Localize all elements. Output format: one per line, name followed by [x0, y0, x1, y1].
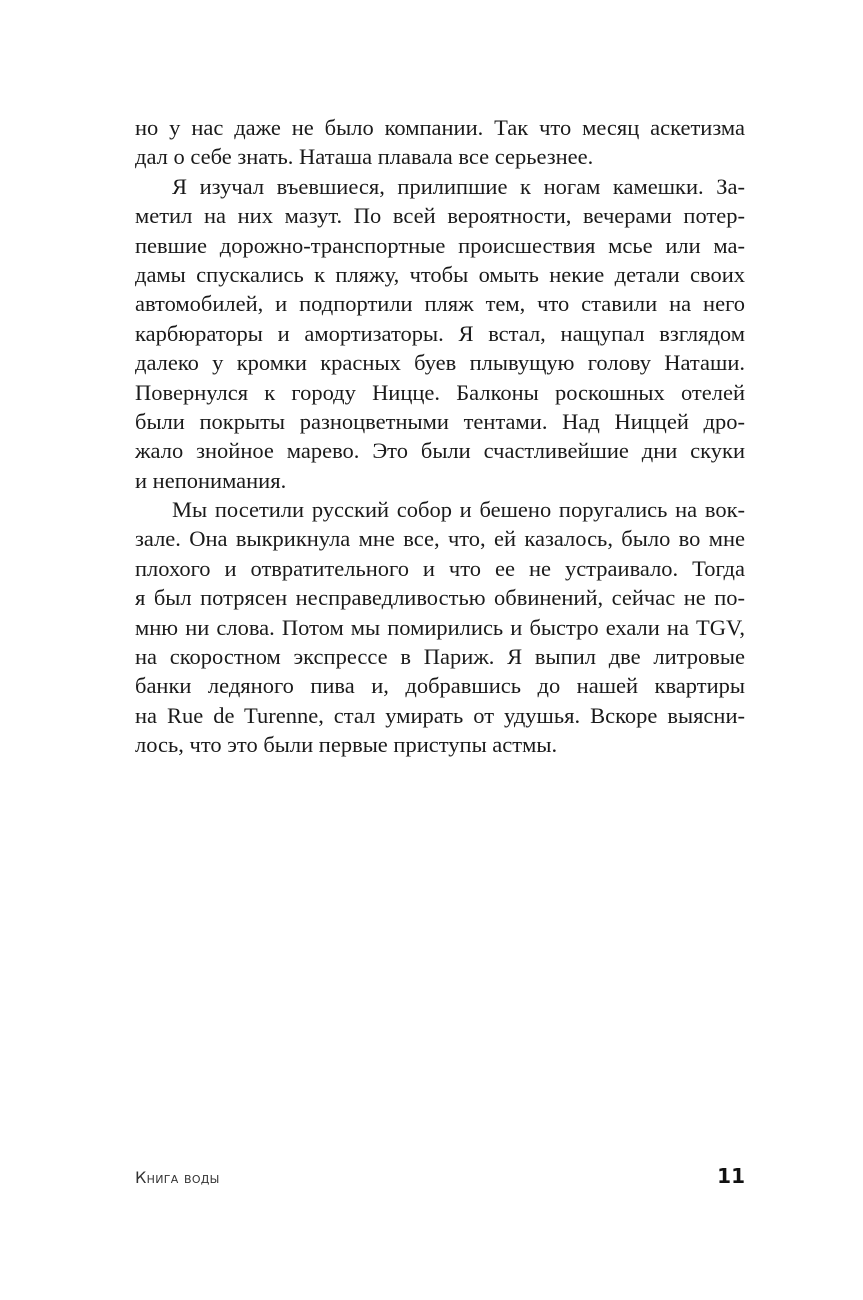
- text-line: Мы посетили русский собор и бешено поругались на вок-: [172, 497, 745, 523]
- text-line: плохого и отвратительного и что ее не устраивало. Тогда: [135, 555, 745, 581]
- running-footer-title: Книга воды: [135, 1168, 220, 1187]
- text-line: мню ни слова. Потом мы помирились и быстро ехали на TGV,: [135, 614, 745, 640]
- text-line: карбюраторы и амортизаторы. Я встал, нащупал взглядом: [135, 320, 745, 346]
- text-line: банки ледяного пива и, добравшись до нашей квартиры: [135, 673, 745, 699]
- text-line: Повернулся к городу Ницце. Балконы роскошных отелей: [135, 379, 745, 405]
- text-line: жало знойное марево. Это были счастливейшие дни скуки: [135, 438, 745, 464]
- text-line: на скоростном экспрессе в Париж. Я выпил две литровые: [135, 644, 745, 670]
- text-line: дамы спускались к пляжу, чтобы омыть некие детали своих: [135, 261, 745, 287]
- text-line: я был потрясен несправедливостью обвинений, сейчас не по-: [135, 585, 745, 611]
- text-line: были покрыты разноцветными тентами. Над Ниццей дро-: [135, 408, 745, 434]
- page-number: 11: [717, 1164, 745, 1188]
- text-line: и непонимания.: [135, 467, 287, 493]
- text-line: дал о себе знать. Наташа плавала все серьезнее.: [135, 144, 594, 170]
- text-line: Я изучал въевшиеся, прилипшие к ногам камешки. За-: [172, 173, 745, 199]
- text-line: лось, что это были первые приступы астмы.: [135, 732, 558, 758]
- text-line: на Rue de Turenne, стал умирать от удушья. Вскоре выясни-: [135, 702, 745, 728]
- text-line: автомобилей, и подпортили пляж тем, что ставили на него: [135, 291, 745, 317]
- body-text: [135, 113, 745, 760]
- text-line: далеко у кромки красных буев плывущую голову Наташи.: [135, 350, 745, 376]
- text-line: певшие дорожно-транспортные происшествия мсье или ма-: [135, 232, 745, 258]
- text-line: зале. Она выкрикнула мне все, что, ей казалось, было во мне: [135, 526, 745, 552]
- text-line: но у нас даже не было компании. Так что месяц аскетизма: [135, 115, 745, 140]
- text-line: метил на них мазут. По всей вероятности, вечерами потер-: [135, 203, 745, 229]
